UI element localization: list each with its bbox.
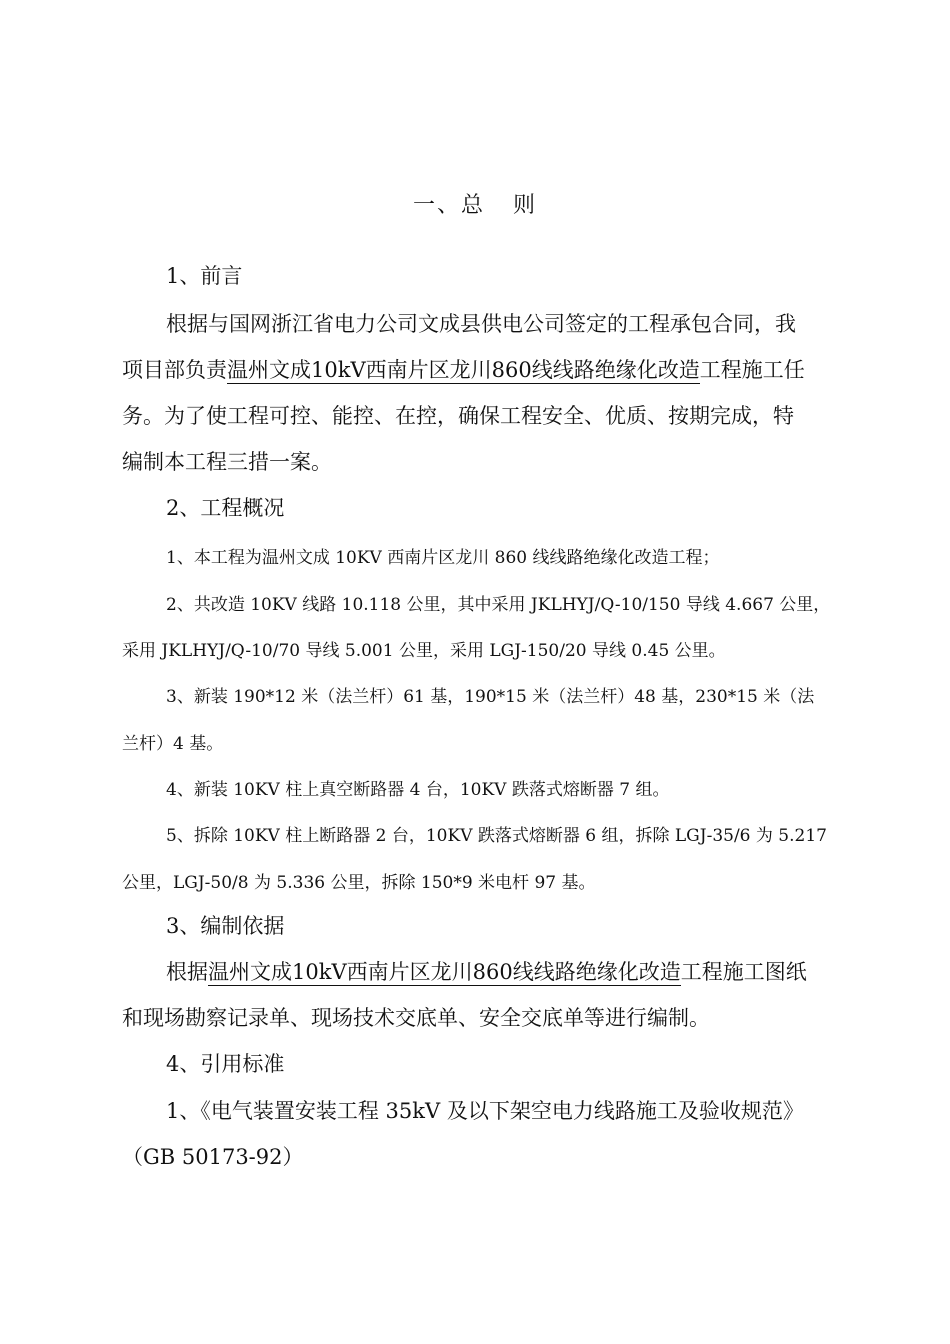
- project-name-underlined: 温州文成10kV西南片区龙川860线线路绝缘化改造: [227, 358, 700, 382]
- overview-item-4: 4、新装 10KV 柱上真空断路器 4 台，10KV 跌落式熔断器 7 组。: [166, 780, 670, 800]
- title-part-2: 则: [513, 193, 538, 218]
- preface-line-2: [122, 354, 832, 384]
- section-title: [0, 188, 950, 219]
- heading-overview: 2、工程概况: [166, 496, 285, 520]
- basis-line-2: 和现场勘察记录单、现场技术交底单、安全交底单等进行编制。: [122, 1006, 710, 1030]
- overview-item-1: 1、本工程为温州文成 10KV 西南片区龙川 860 线线路绝缘化改造工程；: [166, 548, 720, 568]
- basis-line-1-pre: 根据: [166, 960, 208, 984]
- heading-standards: 4、引用标准: [166, 1052, 285, 1076]
- overview-item-2b: 采用 JKLHYJ/Q-10/70 导线 5.001 公里，采用 LGJ-150/20 导线 0.45 公里。: [122, 641, 726, 661]
- overview-item-5a: 5、拆除 10KV 柱上断路器 2 台，10KV 跌落式熔断器 6 组，拆除 LGJ-35/6 为 5.217: [166, 826, 827, 846]
- basis-line-1-post: 工程施工图纸: [680, 960, 807, 984]
- overview-item-5b: 公里，LGJ-50/8 为 5.336 公里，拆除 150*9 米电杆 97 基。: [122, 873, 596, 893]
- heading-basis: 3、编制依据: [166, 914, 285, 938]
- standard-1-line-1: 1、《电气装置安装工程 35kV 及以下架空电力线路施工及验收规范》: [166, 1099, 804, 1123]
- heading-preface: 1、前言: [166, 264, 243, 288]
- basis-project-name-underlined: 温州文成10kV西南片区龙川860线线路绝缘化改造: [208, 960, 681, 984]
- preface-line-3: 务。为了使工程可控、能控、在控，确保工程安全、优质、按期完成，特: [122, 404, 794, 428]
- title-part-1: 一、总: [412, 193, 485, 218]
- overview-item-2a: 2、共改造 10KV 线路 10.118 公里，其中采用 JKLHYJ/Q-10/150 导线 4.667 公里，: [166, 595, 831, 615]
- standard-1-line-2: （GB 50173-92）: [122, 1145, 304, 1169]
- preface-line-2-pre: 项目部负责: [122, 358, 227, 382]
- basis-line-1: [166, 956, 876, 986]
- preface-line-4: 编制本工程三措一案。: [122, 450, 332, 474]
- overview-item-3b: 兰杆）4 基。: [122, 734, 224, 754]
- preface-line-1: 根据与国网浙江省电力公司文成县供电公司签定的工程承包合同，我: [166, 312, 796, 336]
- overview-item-3a: 3、新装 190*12 米（法兰杆）61 基，190*15 米（法兰杆）48 基，230*15 米（法: [166, 687, 815, 707]
- preface-line-2-post: 工程施工任: [699, 358, 805, 382]
